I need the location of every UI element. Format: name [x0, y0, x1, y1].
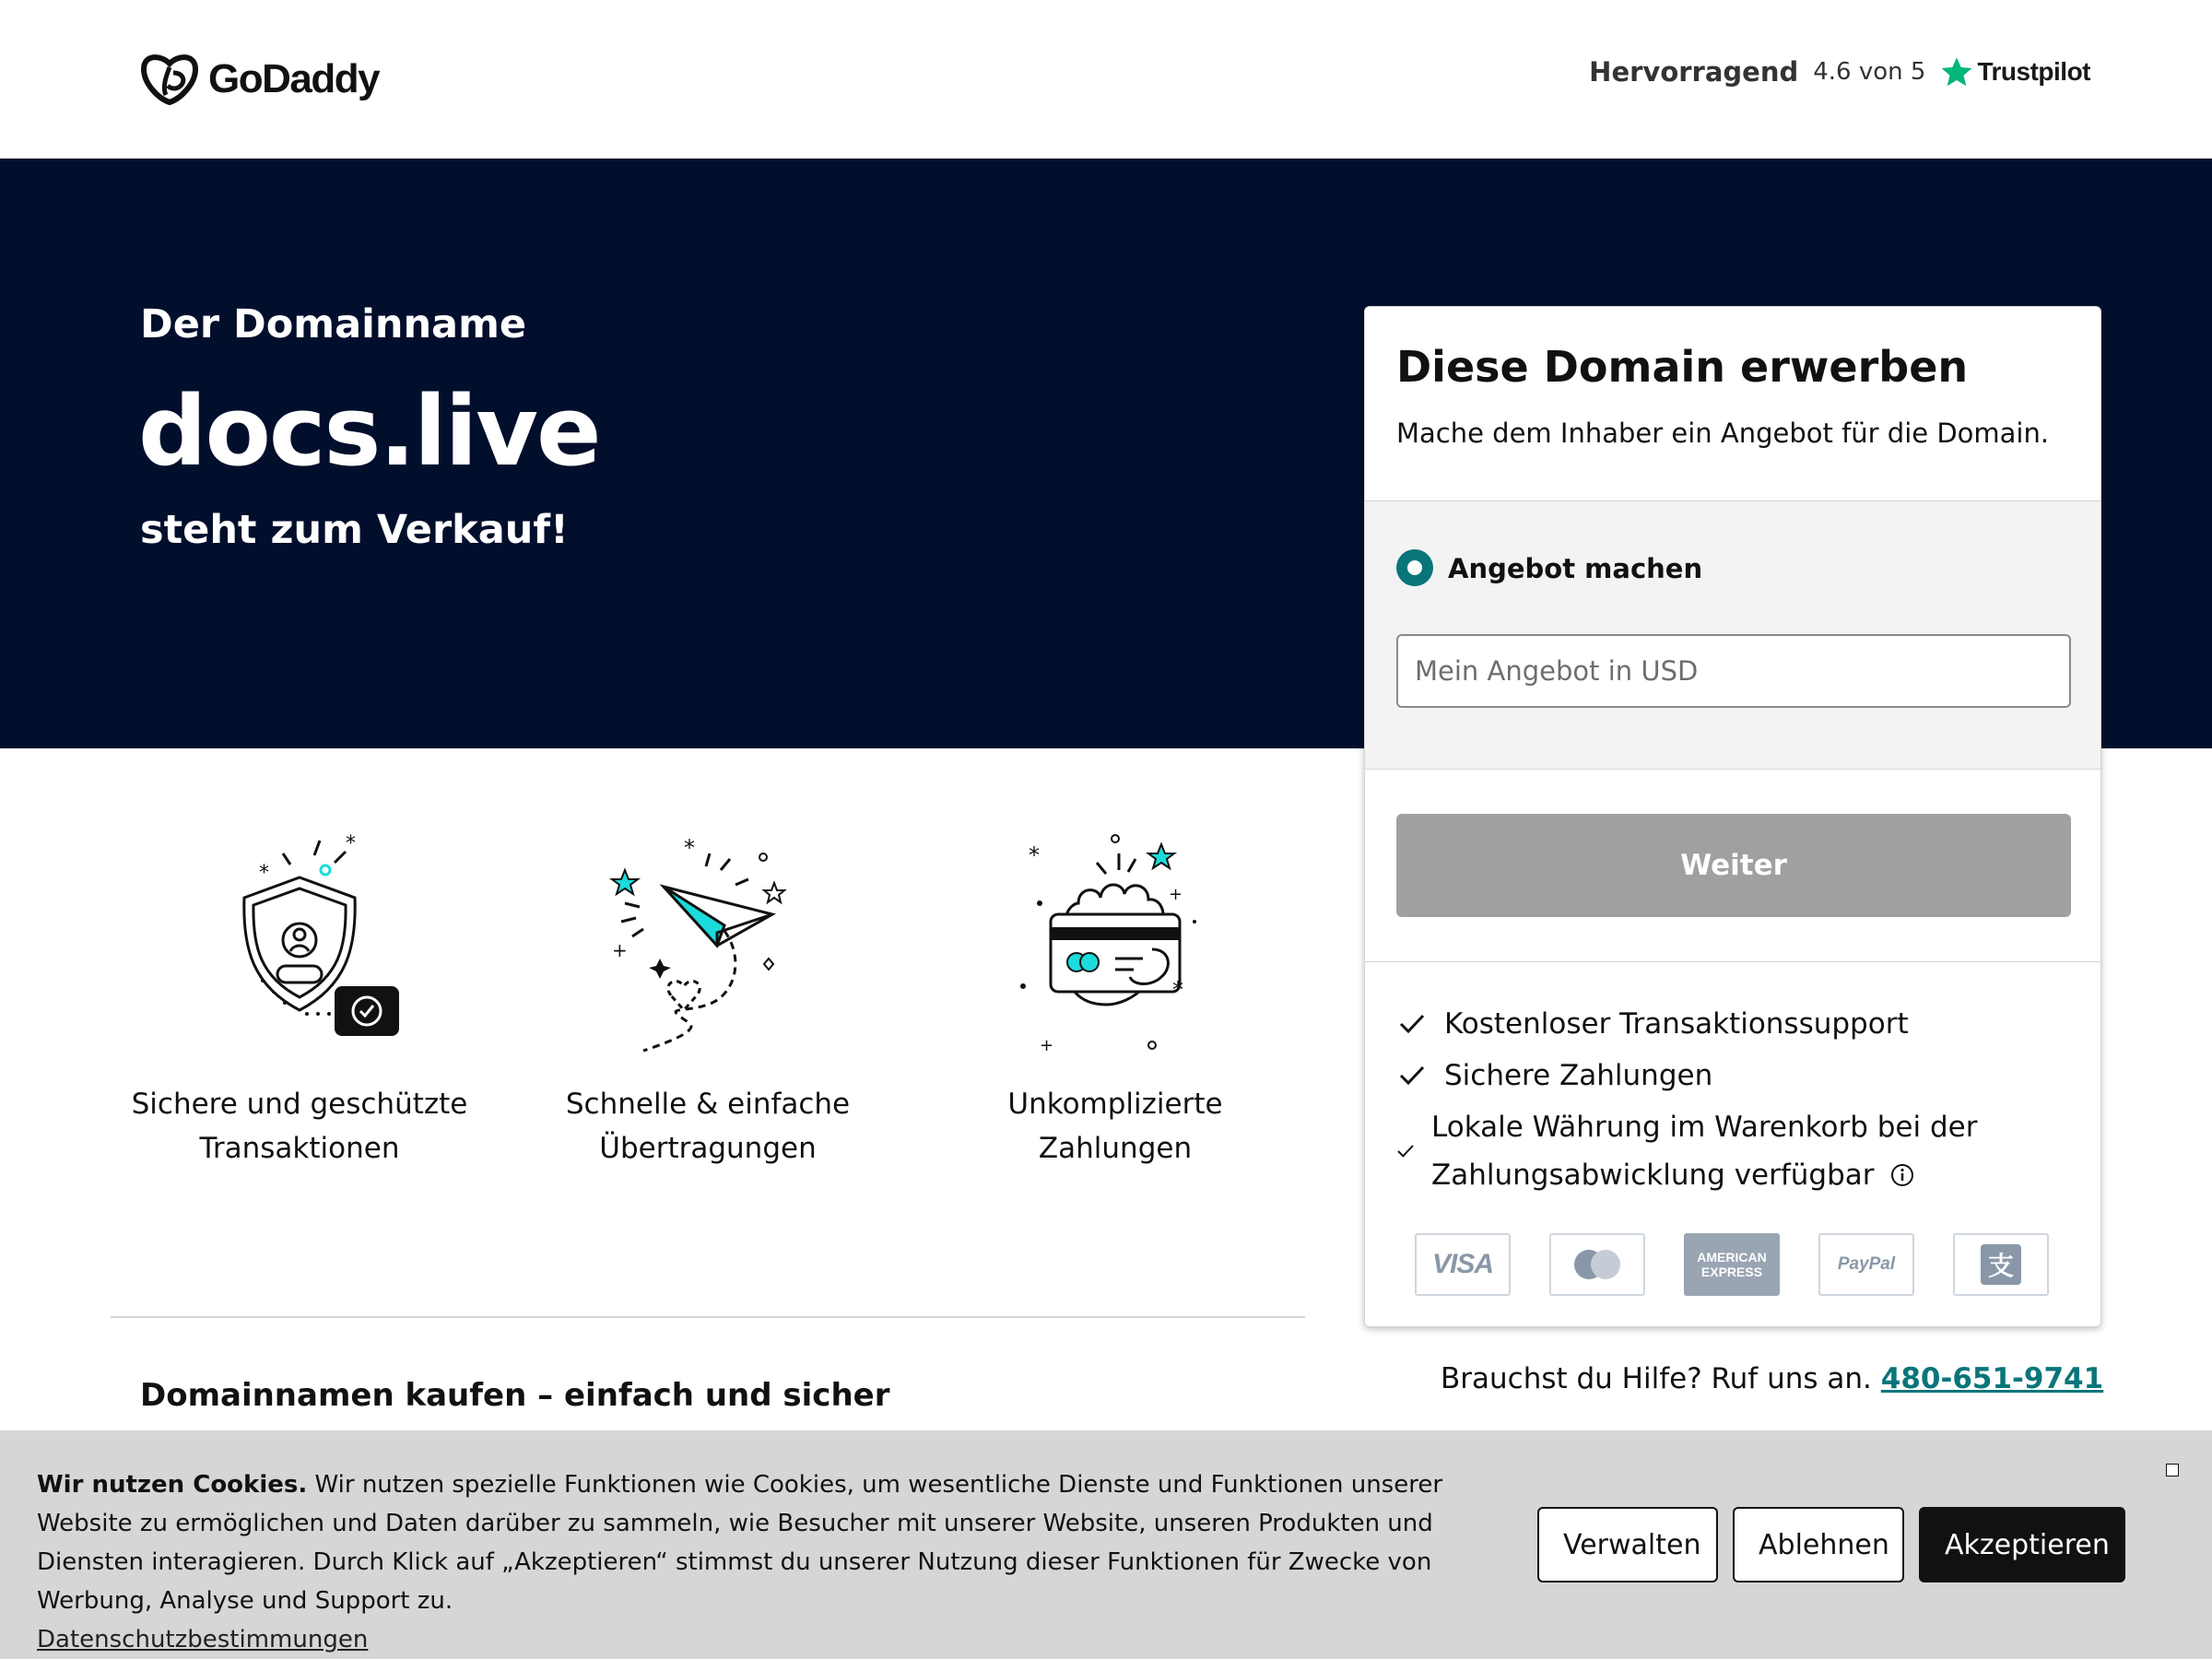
continue-button[interactable]: Weiter	[1396, 814, 2071, 917]
divider	[1365, 961, 2101, 962]
trustpilot-text: Trustpilot	[1977, 57, 2090, 86]
feature-label: Schnelle & einfache Übertragungen	[565, 1088, 851, 1165]
close-icon[interactable]	[2166, 1464, 2179, 1477]
feature-label: Sichere und geschützte Transaktionen	[131, 1088, 468, 1165]
feature-item: Lokale Währung im Warenkorb bei der Zahlungsabwicklung verfügbar	[1396, 1103, 1977, 1199]
godaddy-logo[interactable]	[140, 52, 379, 107]
site-header	[0, 0, 2212, 159]
trustpilot-brand	[1940, 55, 2090, 88]
checkmark-icon	[1396, 1000, 1428, 1048]
domain-name: docs.live	[138, 375, 600, 488]
manage-cookies-button[interactable]: Verwalten	[1537, 1507, 1718, 1583]
purchase-card	[1364, 306, 2101, 1327]
feature-item: Sichere Zahlungen	[1396, 1052, 1712, 1100]
svg-text:*: *	[684, 835, 695, 861]
offer-amount-input[interactable]	[1396, 634, 2071, 708]
section-title: Domainnamen kaufen – einfach und sicher	[140, 1377, 890, 1414]
amex-icon: AMERICAN EXPRESS	[1684, 1233, 1780, 1296]
offer-radio-label[interactable]: Angebot machen	[1448, 553, 1703, 584]
svg-text:*: *	[1029, 842, 1040, 868]
svg-text:+: +	[1040, 1036, 1054, 1055]
offer-section	[1365, 501, 2101, 769]
svg-text:+: +	[612, 939, 628, 961]
privacy-link[interactable]: Datenschutzbestimmungen	[37, 1626, 369, 1653]
svg-text:*: *	[346, 832, 356, 855]
radio-dot	[1407, 560, 1422, 575]
feature-transfer	[524, 830, 892, 1171]
hero-pretitle: Der Domainname	[140, 301, 527, 347]
hero-subtitle: steht zum Verkauf!	[140, 507, 569, 553]
divider	[111, 1316, 1305, 1318]
feature-secure	[115, 830, 484, 1171]
cookie-text: Wir nutzen Cookies. Wir nutzen spezielle Funktionen wie Cookies, um wesentliche Dienste und Funktionen unserer Website zu ermöglichen und Daten darüber zu sammeln, wie Besucher mit unserer Website, unseren Produkten und Diensten interagieren. Durch Klick auf „Akzeptieren“ stimmst du unserer Nutzung dieser Funktionen für Zwecke von Werbung, Analyse und Support zu. Datenschutzbestimmungen	[37, 1471, 1443, 1653]
payment-methods	[1415, 1233, 2049, 1296]
decline-cookies-button[interactable]: Ablehnen	[1733, 1507, 1904, 1583]
offer-radio[interactable]	[1396, 549, 1433, 586]
feature-label: Unkomplizierte Zahlungen	[1007, 1088, 1223, 1165]
mastercard-icon	[1549, 1233, 1645, 1296]
divider	[1365, 769, 2101, 770]
trustpilot-rating[interactable]	[1589, 55, 2090, 88]
svg-text:+: +	[1169, 885, 1183, 904]
accept-cookies-button[interactable]: Akzeptieren	[1919, 1507, 2125, 1583]
visa-icon: VISA	[1415, 1233, 1511, 1296]
shield-user-icon	[198, 830, 401, 1078]
cookie-banner	[0, 1430, 2212, 1659]
logo-text: GoDaddy	[208, 56, 380, 101]
feature-payments	[931, 830, 1300, 1171]
phone-link[interactable]: 480-651-9741	[1880, 1362, 2104, 1395]
hand-card-icon	[1014, 830, 1217, 1078]
card-subtitle: Mache dem Inhaber ein Angebot für die Domain.	[1396, 418, 2050, 449]
info-icon[interactable]	[1889, 1162, 1915, 1188]
checkmark-icon	[1396, 1103, 1415, 1199]
alipay-icon: 支	[1953, 1233, 2049, 1296]
paper-plane-icon	[606, 830, 809, 1078]
svg-text:*: *	[259, 862, 269, 885]
paypal-icon: PayPal	[1818, 1233, 1914, 1296]
trust-score: 4.6 von 5	[1813, 58, 1926, 86]
trust-label: Hervorragend	[1589, 56, 1799, 88]
star-icon	[1940, 55, 1973, 88]
help-line: Brauchst du Hilfe? Ruf uns an. 480-651-9741	[1441, 1362, 2104, 1395]
svg-text:*: *	[1172, 977, 1183, 1003]
godaddy-heart-icon	[140, 53, 199, 106]
checkmark-icon	[1396, 1052, 1428, 1100]
feature-item: Kostenloser Transaktionssupport	[1396, 1000, 1909, 1048]
card-title: Diese Domain erwerben	[1396, 342, 1969, 392]
